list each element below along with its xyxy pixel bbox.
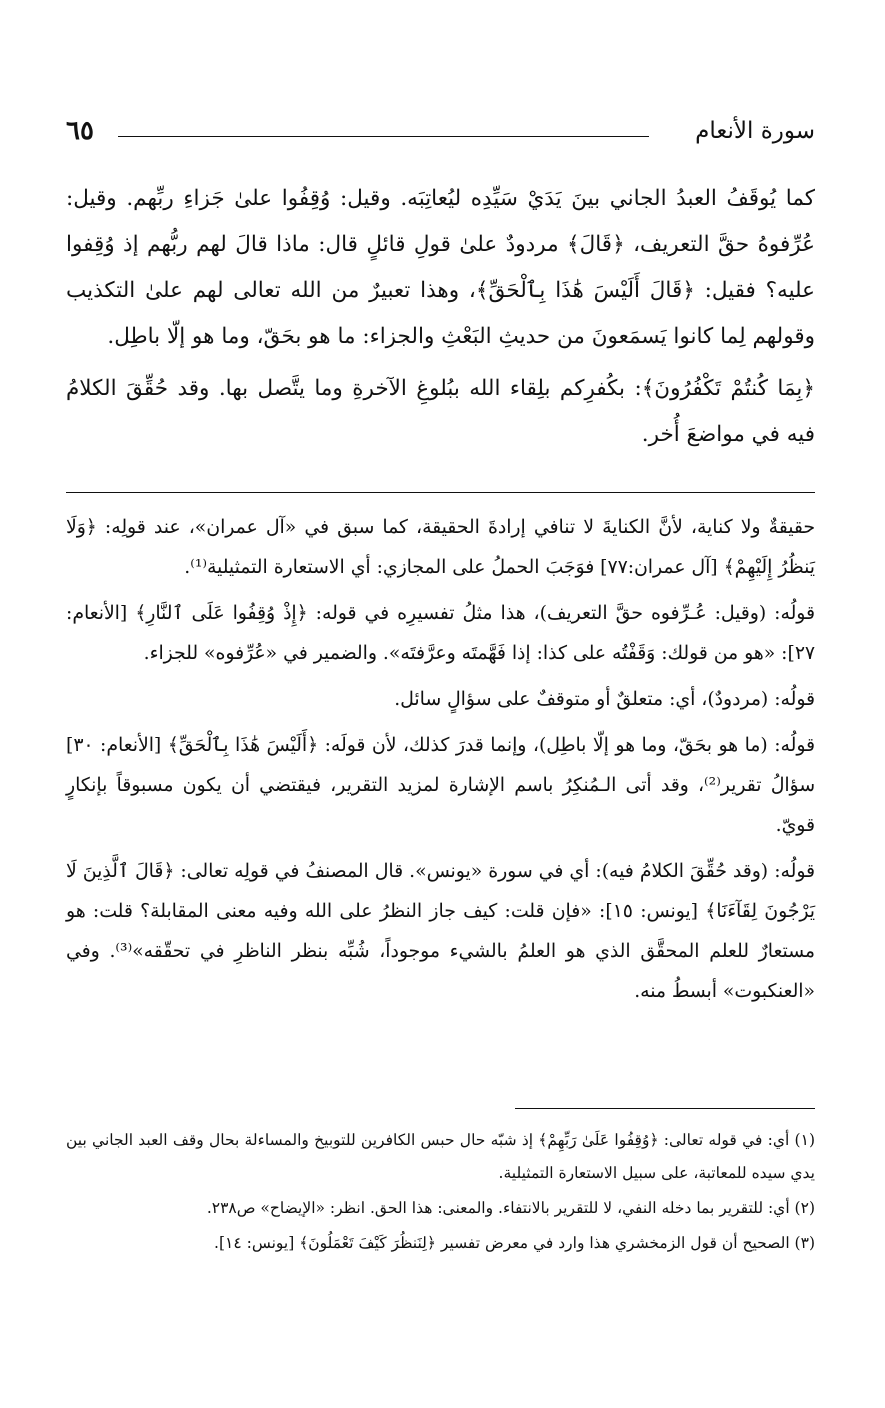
commentary-paragraph: حقيقةٌ ولا كناية، لأنَّ الكنايةَ لا تنافي إرادةَ الحقيقة، كما سبق في «آل عمران»، عند قولِه: ﴿وَلَا يَنظُرُ إِلَيْهِمْ﴾ [آل عمران:٧٧] فوَجَبَ الحملُ على المجازي: أي الاستعارة التمثيلية⁽¹⁾. — [66, 517, 815, 578]
main-paragraph: كما يُوقَفُ العبدُ الجاني بينَ يَدَيْ سَيِّدِه ليُعاتِبَه. وقيل: وُقِفُوا علىٰ جَزاءِ ربِّهم. وقيل: عُرِّفوهُ حقَّ التعريف، ﴿قَالَ﴾ مردودٌ علىٰ قولِ قائلٍ قال: ماذا قالَ لهم ربُّهم إذ وُقِفوا عليه؟ فقيل: ﴿قَالَ أَلَيْسَ هَٰذَا بِٱلْحَقِّ﴾، وهذا تعبيرٌ من الله تعالى لهم علىٰ التكذيب وقولهم لِما كانوا يَسمَعونَ من حديثِ البَعْثِ والجزاء: ما هو بحَقّ، وما هو إلّا باطِل. — [66, 186, 815, 349]
running-header — [66, 116, 815, 156]
commentary-paragraph: قولُه: (وقد حُقِّقَ الكلامُ فيه): أي في سورة «يونس». قال المصنفُ في قولِه تعالى: ﴿قَالَ ٱلَّذِينَ لَا يَرْجُونَ لِقَآءَنَا﴾ [يونس: ١٥]: «فإن قلت: كيف جاز النظرُ على الله وفيه معنى المقابلة؟ قلت: هو مستعارٌ للعلم المحقَّق الذي هو العلمُ بالشيء موجوداً، شُبِّه بنظر الناظرِ في تحقّقه»⁽³⁾. وفي «العنكبوت» أبسطُ منه. — [66, 861, 816, 1002]
commentary-paragraph: قولُه: (مردودٌ)، أي: متعلقٌ أو متوقفٌ على سؤالٍ سائل. — [394, 689, 815, 710]
commentary-paragraph: قولُه: (وقيل: عُـرِّفوه حقَّ التعريف)، هذا مثلُ تفسيرِه في قوله: ﴿إِذْ وُقِفُوا عَلَى ٱلنَّارِ﴾ [الأنعام: ٢٧]: «هو من قولك: وَقَفْتُه على كذا: إذا فَهَّمتَه وعرَّفتَه». والضمير في «عُرِّفوه» للجزاء. — [66, 603, 815, 664]
surah-title: سورة الأنعام — [695, 118, 815, 144]
commentary-text — [66, 508, 815, 1018]
footnote: (٣) الصحيح أن قول الزمخشري هذا وارد في معرض تفسير ﴿لِنَنظُرَ كَيْفَ تَعْمَلُونَ﴾ [يونس: ١٤]. — [214, 1234, 815, 1252]
main-text — [66, 176, 815, 464]
footnote: (٢) أي: للتقرير بما دخله النفي، لا للتقرير بالانتفاء. والمعنى: هذا الحق. انظر: «الإيضاح» ص٢٣٨. — [206, 1199, 815, 1217]
section-divider — [66, 492, 815, 493]
footnote-divider — [515, 1108, 815, 1109]
header-rule — [118, 136, 649, 137]
main-paragraph: ﴿بِمَا كُنتُمْ تَكْفُرُونَ﴾: بكُفرِكم بلِقاء الله ببُلوغِ الآخرةِ وما يتَّصل بها. وقد حُقِّقَ الكلامُ فيه في مواضعَ أُخر. — [66, 376, 815, 447]
page-number: ٦٥ — [66, 116, 94, 146]
footnotes — [66, 1124, 815, 1262]
commentary-paragraph: قولُه: (ما هو بحَقّ، وما هو إلّا باطِل)، وإنما قدرَ كذلك، لأن قولَه: ﴿أَلَيْسَ هَٰذَا بِٱلْحَقِّ﴾ [الأنعام: ٣٠] سؤالُ تقرير⁽²⁾، وقد أتى الـمُنكِرُ باسم الإشارة لمزيد التقرير، فيقتضي أن يكون مسبوقاً بإنكارٍ قويّ. — [66, 735, 815, 836]
footnote: (١) أي: في قوله تعالى: ﴿وُقِفُوا عَلَىٰ رَبِّهِمْ﴾ إذ شبّه حال حبس الكافرين للتوبيخ والمساءلة بحال وقف العبد الجاني بين يدي سيده للمعاتبة، على سبيل الاستعارة التمثيلية. — [66, 1131, 815, 1182]
